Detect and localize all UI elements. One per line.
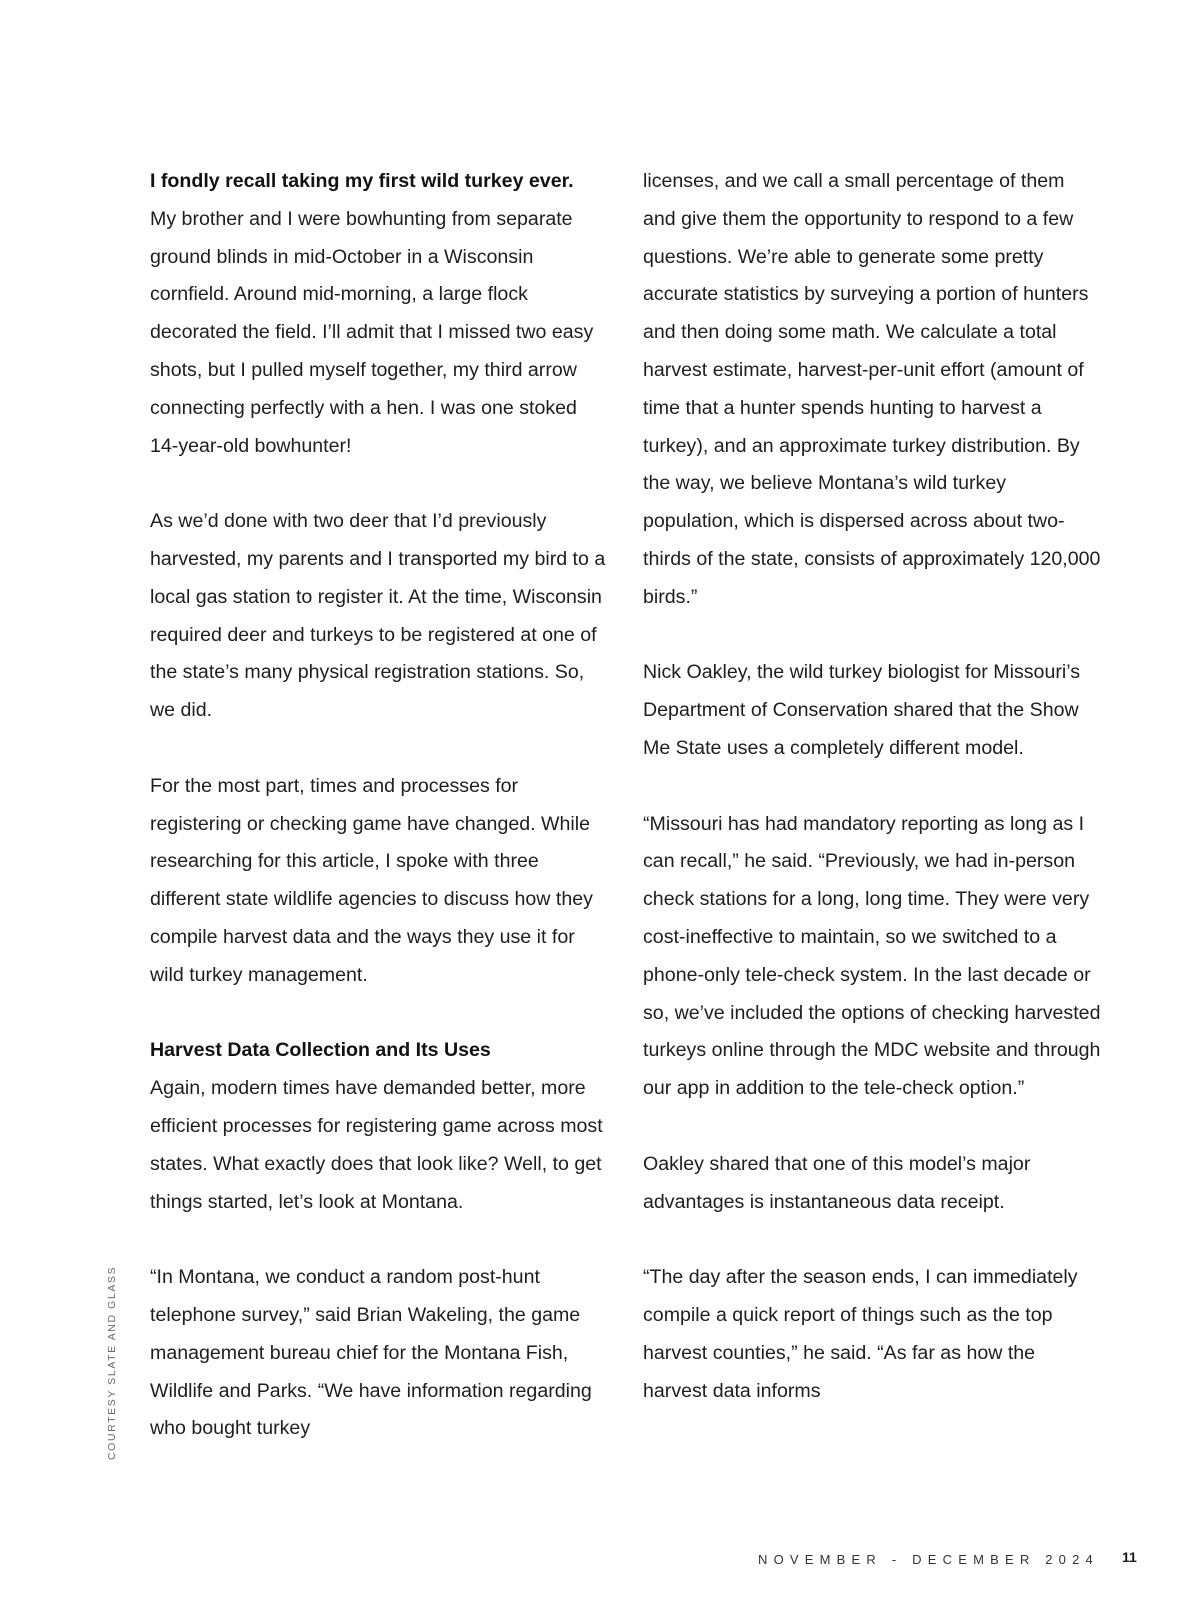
paragraph-registration: As we’d done with two deer that I’d previously harvested, my parents and I transported my bird to a local gas station to register it. At the time, Wisconsin required deer and turkeys to be registered at one of the state’s many physical registration stations. So, we did. bbox=[150, 510, 606, 722]
section-harvest-data bbox=[150, 1032, 606, 1221]
paragraph-intro bbox=[150, 163, 606, 465]
paragraph-missouri-quote: “Missouri has had mandatory reporting as long as I can recall,” he said. “Previously, we had in-person check stations for a long, long time. They were very cost-ineffective to maintain, so we switched to a phone-only tele-check system. In the last decade or so, we’ve included the options of checking harvested turkeys online through the MDC website and through our app in addition to the tele-check option.” bbox=[643, 812, 1101, 1100]
section-heading: Harvest Data Collection and Its Uses bbox=[150, 1039, 491, 1062]
paragraph-intro-text: My brother and I were bowhunting from separate ground blinds in mid-October in a Wisconsin cornfield. Around mid-morning, a large flock decorated the field. I’ll admit that I missed two easy shots, but I pulled myself together, my third arrow connecting perfectly with a hen. I was one stoked 14-year-old bowhunter! bbox=[150, 207, 594, 457]
paragraph-oakley-intro: Nick Oakley, the wild turkey biologist for Missouri’s Department of Conservation shared that the Show Me State uses a completely different model. bbox=[643, 661, 1081, 759]
footer-issue-date: NOVEMBER - DECEMBER 2024 bbox=[758, 1552, 1099, 1567]
paragraph-processes: For the most part, times and processes for registering or checking game have changed. While researching for this article, I spoke with three different state wildlife agencies to discuss how they compile harvest data and the ways they use it for wild turkey management. bbox=[150, 774, 593, 986]
paragraph-season-report: “The day after the season ends, I can immediately compile a quick report of things such as the top harvest counties,” he said. “As far as how the harvest data informs bbox=[643, 1266, 1078, 1402]
article-column-left bbox=[150, 163, 606, 1486]
paragraph-montana-survey: licenses, and we call a small percentage of them and give them the opportunity to respond to a few questions. We’re able to generate some pretty accurate statistics by surveying a portion of hunters and then doing some math. We calculate a total harvest estimate, harvest-per-unit effort (amount of time that a hunter spends hunting to harvest a turkey), and an approximate turkey distribution. By the way, we believe Montana’s wild turkey population, which is dispersed across about two-thirds of the state, consists of approximately 120,000 birds.” bbox=[643, 170, 1101, 608]
paragraph-modern-times: Again, modern times have demanded better, more efficient processes for registering game across most states. What exactly does that look like? Well, to get things started, let’s look at Montana. bbox=[150, 1077, 603, 1213]
photo-credit: COURTESY SLATE AND GLASS bbox=[106, 1265, 118, 1460]
page-number: 11 bbox=[1122, 1549, 1137, 1565]
paragraph-data-receipt: Oakley shared that one of this model’s major advantages is instantaneous data receipt. bbox=[643, 1152, 1031, 1213]
article-column-right bbox=[643, 163, 1101, 1448]
paragraph-montana-quote: “In Montana, we conduct a random post-hunt telephone survey,” said Brian Wakeling, the game management bureau chief for the Montana Fish, Wildlife and Parks. “We have information regarding who bought turkey bbox=[150, 1266, 592, 1440]
lead-sentence: I fondly recall taking my first wild turkey ever. bbox=[150, 170, 574, 192]
